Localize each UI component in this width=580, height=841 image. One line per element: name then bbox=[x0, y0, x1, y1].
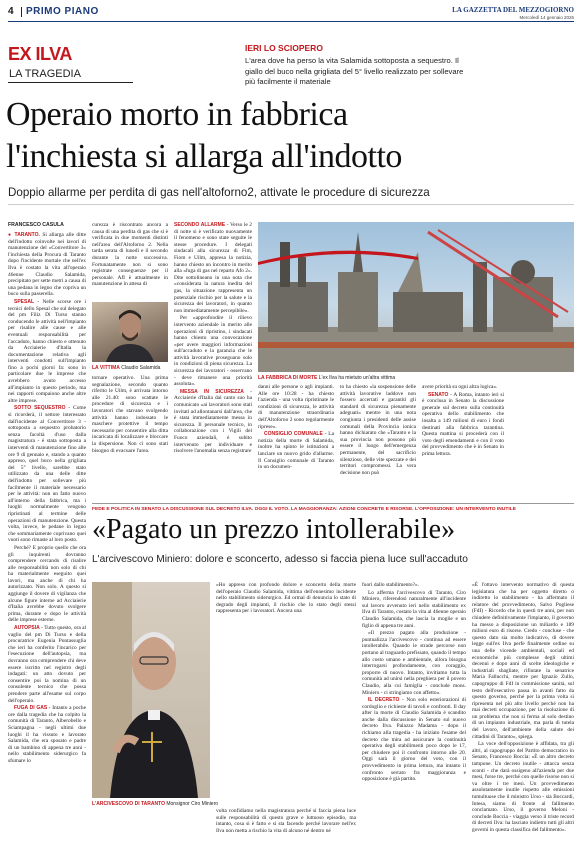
teaser-text: L'area dove ha perso la vita Salamida sottoposta a sequestro. Il giallo del buco nella grigliata del 5° livello realizzato per sollevare più facilmente il materiale bbox=[245, 56, 464, 86]
subhead-consiglio-comunale: CONSIGLIO COMUNALE bbox=[264, 431, 323, 438]
headline-line-2: l'inchiesta si allarga all'indotto bbox=[6, 138, 402, 175]
newspaper-name: LA GAZZETTA DEL MEZZOGIORNO bbox=[452, 6, 574, 14]
kicker-sub: LA TRAGEDIA bbox=[9, 68, 81, 80]
page-number: 4 bbox=[8, 6, 14, 17]
subhead-autopsia: AUTOPSIA bbox=[14, 625, 40, 632]
headline-line-1: Operaio morto in fabbrica bbox=[6, 96, 348, 133]
steel-plant-photo bbox=[258, 222, 574, 372]
section-name: PRIMO PIANO bbox=[26, 6, 99, 17]
portrait-caption-label: LA VITTIMA bbox=[92, 365, 120, 371]
subhead-senato: SENATO bbox=[428, 391, 449, 398]
archbishop-photo bbox=[92, 582, 210, 798]
plant-caption-text: L'ex Ilva ha mietuto un'altra vittima bbox=[318, 375, 396, 381]
subhead-fuga-gas: FUGA DI GAS bbox=[14, 705, 48, 712]
byline: FRANCESCO CASULA bbox=[8, 222, 64, 228]
story2-column-1b: volta confidiamo nella magistratura perché si faccia piena luce sulle responsabilità di questo grave e luttuoso episodio, ma intanto, cosa si è fatto e si sta facendo perché lavorare nell'ex Ilva non metta a rischio la vita di alcuno né dentro né bbox=[216, 808, 356, 834]
subhead-secondo-allarme: SECONDO ALLARME bbox=[174, 222, 226, 228]
subhead-sequestro: SOTTO SEQUESTRO bbox=[14, 405, 66, 412]
story1-column-1: ● TARANTO. Si allarga alle ditte dell'indotto coinvolte nei lavori di manutenzione del «Convertitore 3» l'inchiesta della Procura di Taranto dopo l'incidente mortale che nell'ex Ilva è costato la vita all'operaio 46enne Claudio Salamida, precipitato per sette metri a causa di una pedana in legno che copriva un buco sulla passerella. SPESAL - Nelle scorse ore i tecnici dello Spesal che sul delegato del pm Filiz Di Turso stanno conducendo le attività nell'impianto per risalire alle cause e alle eventuali responsabilità per l'accaduto, hanno chiesto e ottenuto da Acciaierie d'Italia la documentazione relativa agli interventi condotti sull'impianto fino a pochi giorni fa: sono in particolare due le imprese che avrebbero avuto accesso all'impianto in questo periodo, ma nei rapporti compaiono anche altre altre imprese. SOTTO SEQUESTRO - Come si ricorderà, il settore interessato dall'incidente al Convertitore 3 - sottoposta a sequestro probatorio senza facoltà d'uso dalla magistratura - è stata sottoposta a interventi di manutenzione fino alle ore 9 di gennaio e, stando a quanto appreso, quel buco nella grigliata del 5° livello, sarebbe stato utilizzato da una delle ditte dell'indotto per sollevare più facilmente il materiale necessario per le attività: non un fatto nuovo all'interno della fabbrica, ma i luoghi normalmente vengono ripristinati al termine delle operazioni di manutenzione. Questa volta, invece, le pedane in legno che sommariamente coprivano quei vuoti sono rimaste al loro posto. Perché? E proprio quello che ora gli inquirenti dovranno comprendere cercando di risalire alle responsabilità non solo di chi ha materialmente eseguito quei lavori, ma anche di chi ha autorizzato. Non solo. A questo si aggiunge il dovere di vigilanza che alcune figure interne ad Acciaierie d'Italia avrebbe dovuto svolgere prima, durante e dopo le attività delle imprese esterne. AUTOPSIA - Tutto questo, ora al vaglio del pm Di Turso e della procuratrice Eugenia Pontassuglia che ieri ha conferito l'incarico per l'esecuzione dell'autopsia, ma dovranno ora comprendere chi deve essere iscritto nel registro degli indagati: un atto dovuto per consentire poi la nomina di un consulente tecnico che possa prendere parte all'esame sul corpo dell'operaio. FUGA DI GAS - Intanto a poche ore dalla tragedia che ha colpito la comunità di Taranto, Alberobello e Sciampagna - negli ultimi due luoghi il ha vissuto e lavorato Salamida, che era sposato e padre di un bambino di appena tre anni - nello stabilimento siderurgico fa sfumare lo bbox=[8, 232, 87, 764]
archbishop-caption-label: L'ARCIVESCOVO DI TARANTO bbox=[92, 801, 165, 807]
story2-column-3: «È l'ottavo intervento normativo di questa legislatura che ha per oggetto diretto o indiretto lo stabilimento - ha affermato il relatore del provvedimento, Salvo Pogliese (FdI) - Ricordo che in questi tre anni, per non chiudere definitivamente l'impianto, il governo ha messo a disposizione un miliardo e 189 milioni euro di risorse. Credo - concluse - che questo dato sia molto indicativo, di dovere legge sull'ex Ilva perfe finalmente ordine su una delle vicende ambientali, sociali ed economiche più complesse degli ultimi decenni e dopo anni di scelte ideologiche e industriali sbagliate, rifiutate la senatrice Maria Fallucchi, mentre per Ignazio Zullo, capogruppo di FdI in commissione sanità, sul testo dell'esecutivo passa in avanti fatto da questo governo, perché per la prima volta si ripresenta nel più alto livello perché non ha mai decreti occupazione, per la risoluzione di un problema che non si ferma al solo destino di un impianto industriale, ma parla di tutela del lavoro, dell'ambiente della salute dei cittadini di Taranto», spiega. La voce dell'opposizione è affidata, tra gli altri, al capogruppo del Partito democratico in Senato, Francesco Boccia: «È un altro decreto tampone. Un decreto inutile - attacca senza sconti - che darà ossigeno all'azienda per due mesi, forse tre, perché con quelle risorse non si va oltre i tre mesi. Un provvedimento assolutamente inutile rispetto alle emissioni tumultuose che il ministro Urso - sia Boccardi, Intesa, siamo di fronte al fallimento conclamato. Urso, il governo Meloni - conclude Boccia - viaggia verso il triste record di decreti Ilva: ha lasciato indietro tutti gli altri governi in questa classifica del fallimento». bbox=[472, 582, 574, 833]
plant-caption bbox=[258, 375, 395, 381]
portrait-caption-name: Claudio Salamida bbox=[121, 365, 161, 371]
archbishop-caption bbox=[92, 801, 218, 807]
story1-column-2: curezza è riscontrato ancora a causa di una perdita di gas che si è verificata in due momenti distinti nell'area dell'Altoforno 2. Nella tarda serata di lunedì e il secondo durante la notte successiva. Fortunatamente non si sono registrate conseguenze per il personale. AfI è attualmente in manutenzione in attesa di bbox=[92, 222, 168, 288]
story2-deck: L'arcivescovo Miniero: dolore e sconcerto, adesso si faccia piena luce sull'accaduto bbox=[92, 554, 468, 565]
kicker-main: EX ILVA bbox=[8, 44, 72, 64]
archbishop-figure bbox=[92, 582, 210, 798]
plant-caption-label: LA FABBRICA DI MORTE bbox=[258, 375, 318, 381]
archbishop-caption-name: Monsignor Ciro Miniero bbox=[166, 801, 219, 807]
deck-rule bbox=[8, 204, 574, 205]
issue-date: Mercoledì 14 gennaio 2026 bbox=[519, 15, 574, 20]
plant-illustration bbox=[258, 222, 574, 372]
story2-kicker: FEDE E POLITICA IN SENATO LA DISCUSSIONE SUL DECRETO ILVA. OGGI IL VOTO. LA MAGGIORANZA: AZIONI CONCRETE E RISORSE. L'OPPOSIZIONE: UN INTERVENTO INUTILE bbox=[92, 507, 516, 512]
header-divider bbox=[21, 7, 22, 17]
headline-deck: Doppio allarme per perdita di gas nell'altoforno2, attivate le procedure di sicurezza bbox=[8, 186, 430, 199]
kicker-rule bbox=[8, 82, 133, 83]
story2-column-1: «Ho appreso con profondo dolore e sconcerto della morte dell'operaio Claudio Salamida, vittima dell'ennesimo incidente nello stabilimento siderurgico. Ed ormai di denuncia lo stato di degrado degli impianti, il rischio che lo stato degli stessi rappresenta per i lavoratori. Ancora una bbox=[216, 582, 356, 615]
portrait-figure bbox=[92, 302, 168, 362]
subhead-decreto: IL DECRETO bbox=[368, 697, 400, 704]
story1-column-6: avere priorità su ogni altra logica». SENATO - A Roma, intanto ieri si è conclusa in Senato la discussione generale sul decreto sulla continuità operativa dello stabilimento che insalta a 149 milioni di euro i fondi destinati alla fabbrica tarantina. Questa mattina si procederà con il voto degli emendamenti e con il voto del provvedimento che è in Senato in prima lettura. bbox=[422, 384, 504, 457]
teaser-label: IERI LO SCIOPERO bbox=[245, 43, 323, 53]
dateline: ● TARANTO. bbox=[8, 232, 40, 238]
subhead-messa-sicurezza: MESSA IN SICUREZZA bbox=[180, 388, 244, 395]
story1-column-3: SECONDO ALLARME - Verso le 2 di notte si è verificato nuovamente il fenomeno e sono state seguite le stesse procedure. I delegati sindacali alla sicurezza di Fim, Fiom e Uilm, appresa la notizia, hanno chiesto un incontro in merito alla «fuga di gas nel reparto Afo 2». Dite sottolineano in una nota che «considerata la natura inedita del gas, la situazione rappresenta un potenziale rischio per la salute e la sicurezza dei lavoratori, in quanto non immediatamente percepibile». Per «approfondire il rilievo intervento aziendale in merito alle operazioni di ripristino, i sindacati hanno chiesto una convocazione «per avere maggiori informazioni sull'accaduto e la garanzia che le attività lavorative proseguano solo in condizioni di piena sicurezza. La sicurezza dei lavoratori - osservano - deve rimanere una priorità assoluta». MESSA IN SICUREZZA - Acciaierie d'Italia dal canto suo ha comunicato «ai lavoratori sono stati invitati ad allontanarsi dall'area, che è stata immediatamente messa in sicurezza. Il personale tecnico, in collaborazione con i Vigili del Fuoco aziendali, è subito intervenuto per individuare e risolvere l'anomalia senza registrare bbox=[174, 222, 252, 455]
subhead-spesal: SPESAL bbox=[14, 298, 35, 305]
story2-column-2: fuori dallo stabilimento?». Lo afferma l'arcivescovo di Taranto, Ciro Miniero, riferendosi naturalmente all'incidente sul lavoro avvenuto ieri nello stabilimento ex Ilva di Taranto, costato la vita al 46enne operaio Claudio Salamida, che lascia la moglie e un figlio di appena tre anni. «Il prezzo pagato alla produzione - puntualizza l'arcivescovo - continua ad essere intollerabile. Quando le strade percorse non portano al traguardo prefissato, quando il tempo allo costo umano e ambientale, allora bisogna interrogarsi profondamente, con coraggio, proporre di nuovo. Intanto, invitiamo tutta la comunità ad unirsi nella preghiera per il povero Claudio, alla cui famiglia - conclude mons. Miniero - ci stringiamo con affetto». IL DECRETO - Non solo esteriorazioni di cordoglio e richieste di tavoli e confronti. Il day after la morte di Claudio Salamida è scandito anche dalla discussione in Senato sul nuovo decreto Ilva. Palazzo Madama - dopo il richiamo alla tragedia - ha iniziato l'esame del decreto che mira ad assicurare la continuità operativa degli stabilimenti poco dopo le 17, per chiudere poi il confronto intorno alle 20. Oggi sarà il giorno del voto, con il provvedimento in prima lettura, ma intanto il confronto serrato fra maggioranza e opposizione è già partito. bbox=[362, 582, 466, 783]
story1-column-5: to ha chiesto «la sospensione delle attività lavorative laddove non fossero accertati e garantiti gli standard di sicurezza pienamente adeguati» mentre in una nota congiunta i presidenti delle assise comunali della Provincia ionica hanno dichiarato che «Taranto e la sua provincia non possono più essere il luogo dell'emergenza permanente, del sacrificio silenzioso, delle vite spezzate e dei territori compromessi. La vera decisione non può bbox=[340, 384, 416, 476]
story2-headline: «Pagato un prezzo intollerabile» bbox=[92, 514, 456, 545]
portrait-caption bbox=[92, 365, 170, 371]
victim-portrait bbox=[92, 302, 168, 362]
story1-column-4: danni alle persone o agli impianti. Alle ore 10:28 - ha chiesto l'azienda - una volta ripristinate le condizioni di sicurezza, le attività di manutenzione straordinaria dell'Altoforno 2 sono regolarmente riprese». CONSIGLIO COMUNALE - La notizia della morte di Salamida, inoltre ha spinto le istituzioni a lanciare un nuovo grido d'allarme. Il Consiglio comunale di Taranto in un documen- bbox=[258, 384, 334, 471]
header-rule bbox=[8, 21, 574, 22]
story1-column-2b: tornare operativo. Una prima segnalazione, secondo quanto riferito le Uilm, è arrivata intorno alle 21.40: sono scattate le procedure di sicurezza e i lavoratori che stavano svolgendo attività hanno indossato le maschere protettive il tempo necessario per consentire alla ditta incaricata di localizzare e bloccare la dispersione. Non ci sono stati bisogno di evacuare l'area. bbox=[92, 375, 168, 454]
story2-rule bbox=[92, 503, 574, 504]
page-header bbox=[8, 6, 574, 20]
